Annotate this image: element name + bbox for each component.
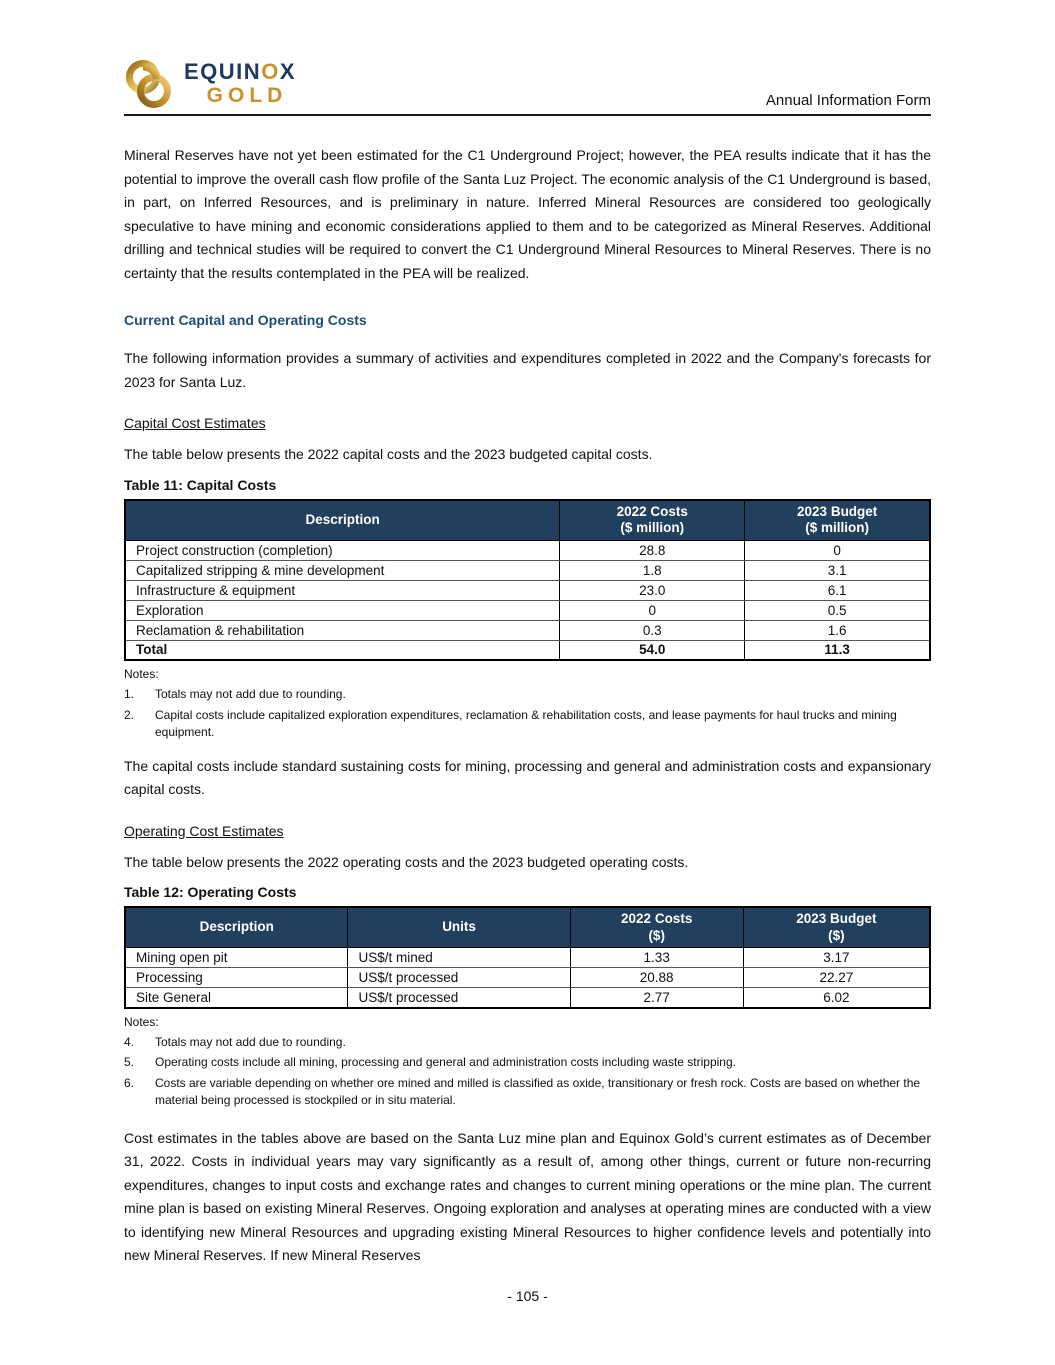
col-header-units: Units xyxy=(348,907,570,948)
cell-2023: 1.6 xyxy=(745,620,930,640)
cell-description: Site General xyxy=(125,988,348,1008)
cell-total-label: Total xyxy=(125,640,560,660)
document-title: Annual Information Form xyxy=(765,92,931,109)
note-item xyxy=(124,1034,931,1052)
cell-2022: 0 xyxy=(560,600,745,620)
section-intro-paragraph: The following information provides a summary of activities and expenditures completed in 2022 and the Company's forecasts for 2023 for Santa Luz. xyxy=(124,350,931,390)
capital-costs-table xyxy=(124,499,931,662)
note-item xyxy=(124,1054,931,1072)
col-header-description: Description xyxy=(125,500,560,541)
cell-2022: 20.88 xyxy=(570,968,743,988)
cell-description: Mining open pit xyxy=(125,948,348,968)
col-header-description: Description xyxy=(125,907,348,948)
cell-2022: 0.3 xyxy=(560,620,745,640)
cell-2023: 3.17 xyxy=(743,948,930,968)
cell-description: Capitalized stripping & mine development xyxy=(125,560,560,580)
table12-title: Table 12: Operating Costs xyxy=(124,884,297,900)
cell-description: Processing xyxy=(125,968,348,988)
cell-2022: 2.77 xyxy=(570,988,743,1008)
cell-2023: 6.1 xyxy=(745,580,930,600)
cell-units: US$/t processed xyxy=(348,968,570,988)
cell-2023: 0 xyxy=(745,540,930,560)
operating-costs-table xyxy=(124,906,931,1009)
operating-cost-subheading: Operating Cost Estimates xyxy=(124,822,284,839)
cell-2022: 1.8 xyxy=(560,560,745,580)
note-number: 6. xyxy=(124,1075,135,1090)
note-item xyxy=(124,707,931,742)
page-content xyxy=(124,0,931,1268)
closing-paragraph: Cost estimates in the tables above are based on the Santa Luz mine plan and Equinox Gold’s current estimates as of December 31, 2022. Costs in individual years may vary significantly as a result of, among other things, current or future non-recurring expenditures, changes to input costs and exchange rates and changes to current mining operations or the mine plan. The current mine plan is based on existing Mineral Reserves. Ongoing exploration and analyses at operating mines are conducted with a view to identifying new Mineral Resources and upgrading existing Mineral Resources to higher confidence levels and potentially into new Mineral Reserves. If new Mineral Reserves xyxy=(124,1129,931,1263)
note-number: 1. xyxy=(124,687,135,701)
page-number: - 105 - xyxy=(507,1288,548,1304)
intro-paragraph: Mineral Reserves have not yet been estimated for the C1 Underground Project; however, the PEA results indicate that it has the potential to improve the overall cash flow profile of the Santa Luz Project. The economic analysis of the C1 Underground is based, in part, on Inferred Resources, and is preliminary in nature. Inferred Mineral Resources are considered too geologically speculative to have mining and economic considerations applied to them and to be categorized as Mineral Reserves. Additional drilling and technical studies will be required to convert the C1 Underground Mineral Resources to Mineral Reserves. There is no certainty that the results contemplated in the PEA will be realized. xyxy=(124,147,931,281)
cell-units: US$/t mined xyxy=(348,948,570,968)
cell-description: Reclamation & rehabilitation xyxy=(125,620,560,640)
note-text: Capital costs include capitalized exploration expenditures, reclamation & rehabilitation costs, and lease payments for haul trucks and mining equipment. xyxy=(155,707,897,739)
cell-2022: 23.0 xyxy=(560,580,745,600)
cell-2022: 28.8 xyxy=(560,540,745,560)
table-row xyxy=(125,540,930,560)
cell-2022: 1.33 xyxy=(570,948,743,968)
table-total-row xyxy=(125,640,930,660)
table-row xyxy=(125,580,930,600)
cell-2023: 0.5 xyxy=(745,600,930,620)
table-row xyxy=(125,620,930,640)
table-header-row xyxy=(125,907,930,948)
section-heading: Current Capital and Operating Costs xyxy=(124,312,367,328)
gold-rings-icon xyxy=(124,58,176,112)
equinox-gold-logo xyxy=(124,58,296,112)
cell-total-2023: 11.3 xyxy=(745,640,930,660)
cell-total-2022: 54.0 xyxy=(560,640,745,660)
note-text: Operating costs include all mining, processing and general and administration costs including waste stripping. xyxy=(155,1055,736,1069)
page-header xyxy=(124,0,931,116)
gold-letter-o: O xyxy=(261,58,280,84)
note-item xyxy=(124,686,931,704)
operating-notes xyxy=(124,1013,931,1110)
table-row xyxy=(125,560,930,580)
note-item xyxy=(124,1075,931,1110)
brand-line-gold: GOLD xyxy=(206,83,288,107)
cell-description: Exploration xyxy=(125,600,560,620)
capital-between-paragraph: The capital costs include standard sustaining costs for mining, processing and general and administration costs and expansionary capital costs. xyxy=(124,757,931,797)
cell-2023: 22.27 xyxy=(743,968,930,988)
table11-title: Table 11: Capital Costs xyxy=(124,476,277,493)
brand-wordmark xyxy=(184,58,296,110)
brand-line-equinox: EQUINOX xyxy=(184,58,296,84)
table-header-row xyxy=(125,500,930,541)
cell-2023: 6.02 xyxy=(743,988,930,1008)
table-row xyxy=(125,988,930,1008)
note-number: 2. xyxy=(124,707,135,722)
col-header-2023-budget: 2023 Budget ($ million) xyxy=(745,500,930,541)
capital-lead-paragraph: The table below presents the 2022 capital costs and the 2023 budgeted capital costs. xyxy=(124,446,653,462)
table-row xyxy=(125,968,930,988)
table-row xyxy=(125,600,930,620)
col-header-2022-costs: 2022 Costs ($ million) xyxy=(560,500,745,541)
notes-label: Notes: xyxy=(124,667,159,681)
col-header-2023-budget: 2023 Budget ($) xyxy=(743,907,930,948)
cell-2023: 3.1 xyxy=(745,560,930,580)
cell-description: Project construction (completion) xyxy=(125,540,560,560)
note-text: Totals may not add due to rounding. xyxy=(155,687,346,701)
note-text: Costs are variable depending on whether ore mined and milled is classified as oxide, transitionary or fresh rock. Costs are based on whether the material being processed is stockpiled or in situ material. xyxy=(155,1075,921,1107)
capital-cost-subheading: Capital Cost Estimates xyxy=(124,415,266,431)
operating-lead-paragraph: The table below presents the 2022 operating costs and the 2023 budgeted operating costs. xyxy=(124,853,689,870)
note-text: Totals may not add due to rounding. xyxy=(155,1034,346,1049)
table-row xyxy=(125,948,930,968)
note-number: 4. xyxy=(124,1034,135,1049)
note-number: 5. xyxy=(124,1055,135,1069)
capital-notes xyxy=(124,665,931,742)
notes-label: Notes: xyxy=(124,1014,159,1029)
cell-description: Infrastructure & equipment xyxy=(125,580,560,600)
cell-units: US$/t processed xyxy=(348,988,570,1008)
col-header-2022-costs: 2022 Costs ($) xyxy=(570,907,743,948)
